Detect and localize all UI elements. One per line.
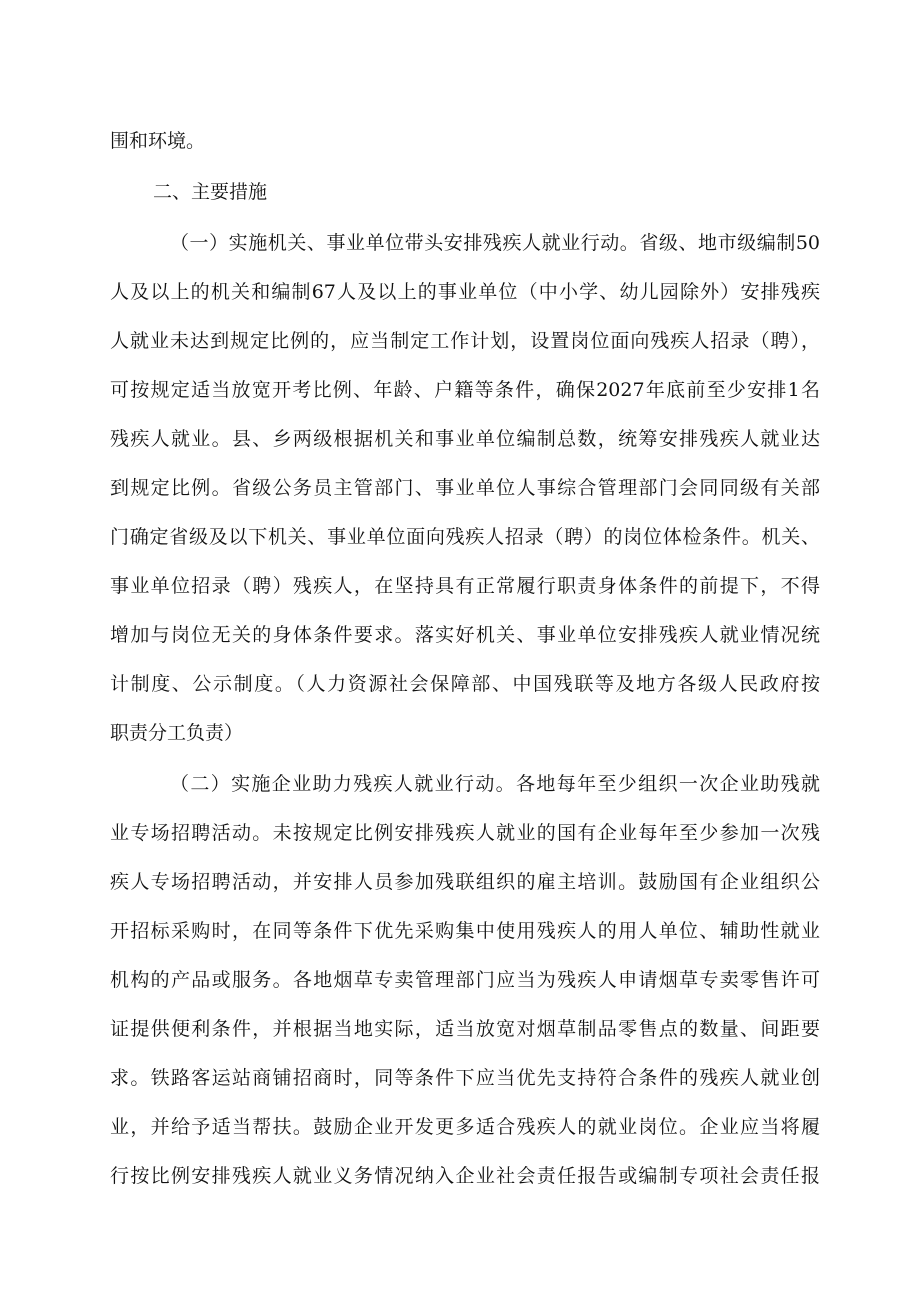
para1-line: 计制度、公示制度。（人力资源社会保障部、中国残联等及地方各级人民政府按 bbox=[110, 673, 820, 695]
para1-line: 事业单位招录（聘）残疾人，在坚持具有正常履行职责身体条件的前提下，不得 bbox=[110, 575, 820, 597]
para2-line: 业专场招聘活动。未按规定比例安排残疾人就业的国有企业每年至少参加一次残 bbox=[110, 822, 820, 844]
para2-line: 求。铁路客运站商铺招商时，同等条件下应当优先支持符合条件的残疾人就业创 bbox=[110, 1067, 820, 1089]
para1-line: 人及以上的机关和编制67人及以上的事业单位（中小学、幼儿园除外）安排残疾 bbox=[110, 281, 820, 303]
para2-line: （二）实施企业助力残疾人就业行动。各地每年至少组织一次企业助残就 bbox=[170, 773, 820, 795]
para1-line: 残疾人就业。县、乡两级根据机关和事业单位编制总数，统筹安排残疾人就业达 bbox=[110, 428, 820, 450]
para2-line: 机构的产品或服务。各地烟草专卖管理部门应当为残疾人申请烟草专卖零售许可 bbox=[110, 969, 820, 991]
para1-line: 增加与岗位无关的身体条件要求。落实好机关、事业单位安排残疾人就业情况统 bbox=[110, 624, 820, 646]
para2-line: 开招标采购时，在同等条件下优先采购集中使用残疾人的用人单位、辅助性就业 bbox=[110, 920, 820, 942]
para2-line: 行按比例安排残疾人就业义务情况纳入企业社会责任报告或编制专项社会责任报 bbox=[110, 1165, 820, 1187]
para1-line: 可按规定适当放宽开考比例、年龄、户籍等条件，确保2027年底前至少安排1名 bbox=[110, 379, 820, 401]
para2-line: 证提供便利条件，并根据当地实际，适当放宽对烟草制品零售点的数量、间距要 bbox=[110, 1018, 820, 1040]
para2-line: 业，并给予适当帮扶。鼓励企业开发更多适合残疾人的就业岗位。企业应当将履 bbox=[110, 1116, 820, 1138]
para1-line: 到规定比例。省级公务员主管部门、事业单位人事综合管理部门会同同级有关部 bbox=[110, 477, 820, 499]
para2-line: 疾人专场招聘活动，并安排人员参加残联组织的雇主培训。鼓励国有企业组织公 bbox=[110, 871, 820, 893]
para1-line: 职责分工负责） bbox=[110, 722, 244, 744]
para1-line: 门确定省级及以下机关、事业单位面向残疾人招录（聘）的岗位体检条件。机关、 bbox=[110, 526, 820, 548]
para1-line: 人就业未达到规定比例的，应当制定工作计划，设置岗位面向残疾人招录（聘）， bbox=[110, 330, 820, 352]
section-heading: 二、主要措施 bbox=[153, 181, 268, 203]
intro-tail-line: 围和环境。 bbox=[110, 130, 206, 152]
para1-line: （一）实施机关、事业单位带头安排残疾人就业行动。省级、地市级编制50 bbox=[170, 232, 820, 254]
